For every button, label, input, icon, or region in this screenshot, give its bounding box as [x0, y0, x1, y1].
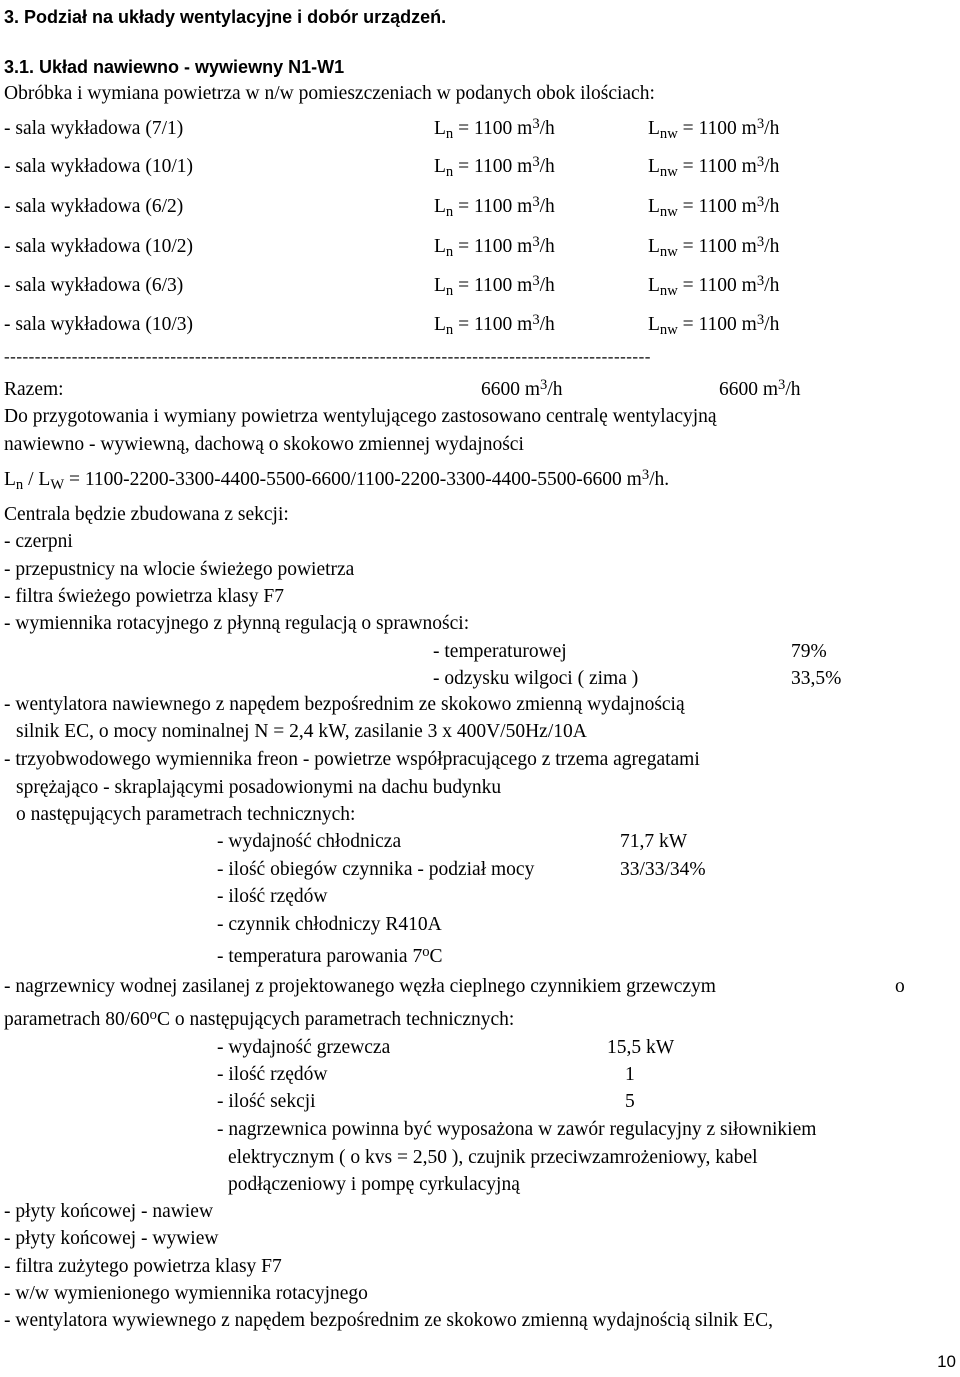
param-label: - ilość rzędów	[217, 886, 328, 907]
room-lnw: $L_{nw} = 1100$ $m^3/h$	[648, 312, 780, 338]
room-name: - sala wykładowa (6/2)	[4, 196, 184, 217]
param-value: 15,5 kW	[607, 1037, 675, 1058]
section-item: - wentylatora wywiewnego z napędem bezpośrednim ze skokowo zmienną wydajnością silnik EC,	[4, 1310, 773, 1331]
room-ln: $L_n = 1100$ $m^3/h$	[434, 154, 555, 180]
total-n: 6600 $m^3/h$	[481, 377, 563, 400]
room-ln: $L_n = 1100$ $m^3/h$	[434, 273, 555, 299]
param-label-cont: podłączeniowy i pompę cyrkulacyjną	[228, 1174, 520, 1195]
section-item: - czerpni	[4, 531, 73, 552]
section-item: - płyty końcowej - wywiew	[4, 1228, 219, 1249]
section-item: - nagrzewnicy wodnej zasilanej z projektowanego węzła cieplnego czynnikiem grzewczym	[4, 976, 716, 997]
room-lnw: $L_{nw} = 1100$ $m^3/h$	[648, 116, 780, 142]
param-label: - wydajność grzewcza	[217, 1037, 391, 1058]
subsection-heading: 3.1. Układ nawiewno - wywiewny N1-W1	[4, 57, 345, 77]
section-item: - filtra zużytego powietrza klasy F7	[4, 1256, 282, 1277]
total-nw: 6600 $m^3/h$	[719, 377, 801, 400]
room-ln: $L_n = 1100$ $m^3/h$	[434, 312, 555, 338]
room-name: - sala wykładowa (10/2)	[4, 236, 193, 257]
section-item: - wymiennika rotacyjnego z płynną regulacją o sprawności:	[4, 613, 470, 634]
param-value: 71,7 kW	[620, 831, 688, 852]
param-label: - temperaturowej	[433, 641, 567, 662]
section-item-tail: o	[895, 976, 905, 997]
section-item-cont: o następujących parametrach technicznych:	[16, 804, 356, 825]
param-value: 79%	[791, 641, 827, 662]
total-label: Razem:	[4, 379, 64, 400]
room-lnw: $L_{nw} = 1100$ $m^3/h$	[648, 154, 780, 180]
sections-intro: Centrala będzie zbudowana z sekcji:	[4, 504, 289, 525]
param-label: - czynnik chłodniczy R410A	[217, 914, 442, 935]
description-line: nawiewno - wywiewną, dachową o skokowo zmiennej wydajności	[4, 434, 524, 455]
section-item: - wentylatora nawiewnego z napędem bezpośrednim ze skokowo zmienną wydajnością	[4, 694, 685, 715]
param-label: - temperatura parowania 7$^o$C	[217, 944, 443, 967]
room-name: - sala wykładowa (10/3)	[4, 314, 193, 335]
room-ln: $L_n = 1100$ $m^3/h$	[434, 234, 555, 260]
param-label: - odzysku wilgoci ( zima )	[433, 668, 639, 689]
room-ln: $L_n = 1100$ $m^3/h$	[434, 116, 555, 142]
page-number: 10	[937, 1352, 956, 1371]
section-item: - filtra świeżego powietrza klasy F7	[4, 586, 284, 607]
param-label: - ilość sekcji	[217, 1091, 316, 1112]
param-label: - nagrzewnica powinna być wyposażona w zawór regulacyjny z siłownikiem	[217, 1119, 817, 1140]
param-value: 33/33/34%	[620, 859, 706, 880]
section-item: - trzyobwodowego wymiennika freon - powietrze współpracującego z trzema agregatami	[4, 749, 700, 770]
param-value: 5	[625, 1091, 635, 1112]
param-label: - wydajność chłodnicza	[217, 831, 402, 852]
description-line: Do przygotowania i wymiany powietrza wentylującego zastosowano centralę wentylacyjną	[4, 406, 717, 427]
section-item-cont: silnik EC, o mocy nominalnej N = 2,4 kW, zasilanie 3 x 400V/50Hz/10A	[16, 721, 587, 742]
section-heading: 3. Podział na układy wentylacyjne i dobór urządzeń.	[4, 7, 447, 27]
room-lnw: $L_{nw} = 1100$ $m^3/h$	[648, 234, 780, 260]
room-lnw: $L_{nw} = 1100$ $m^3/h$	[648, 194, 780, 220]
room-ln: $L_n = 1100$ $m^3/h$	[434, 194, 555, 220]
param-value: 33,5%	[791, 668, 842, 689]
section-item: - przepustnicy na wlocie świeżego powietrza	[4, 559, 355, 580]
divider-line: ---------------------------------------------------------------------------------------------------------	[4, 347, 651, 366]
room-lnw: $L_{nw} = 1100$ $m^3/h$	[648, 273, 780, 299]
section-item: - w/w wymienionego wymiennika rotacyjnego	[4, 1283, 368, 1304]
capacity-formula: $L_n / L_W = 1100-2200-3300-4400-5500-6600/1100-2200-3300-4400-5500-6600$ $m^3/h$.	[4, 467, 670, 493]
room-name: - sala wykładowa (10/1)	[4, 156, 193, 177]
intro-text: Obróbka i wymiana powietrza w n/w pomieszczeniach w podanych obok ilościach:	[4, 83, 655, 104]
section-item-cont: parametrach 80/60$^o$C o następujących parametrach technicznych:	[4, 1007, 515, 1030]
room-name: - sala wykładowa (6/3)	[4, 275, 184, 296]
section-item-cont: sprężająco - skraplającymi posadowionymi na dachu budynku	[16, 777, 502, 798]
section-item: - płyty końcowej - nawiew	[4, 1201, 214, 1222]
param-label: - ilość rzędów	[217, 1064, 328, 1085]
room-name: - sala wykładowa (7/1)	[4, 118, 184, 139]
param-label: - ilość obiegów czynnika - podział mocy	[217, 859, 535, 880]
param-value: 1	[625, 1064, 635, 1085]
param-label-cont: elektrycznym ( o kvs = 2,50 ), czujnik przeciwzamrożeniowy, kabel	[228, 1147, 758, 1168]
